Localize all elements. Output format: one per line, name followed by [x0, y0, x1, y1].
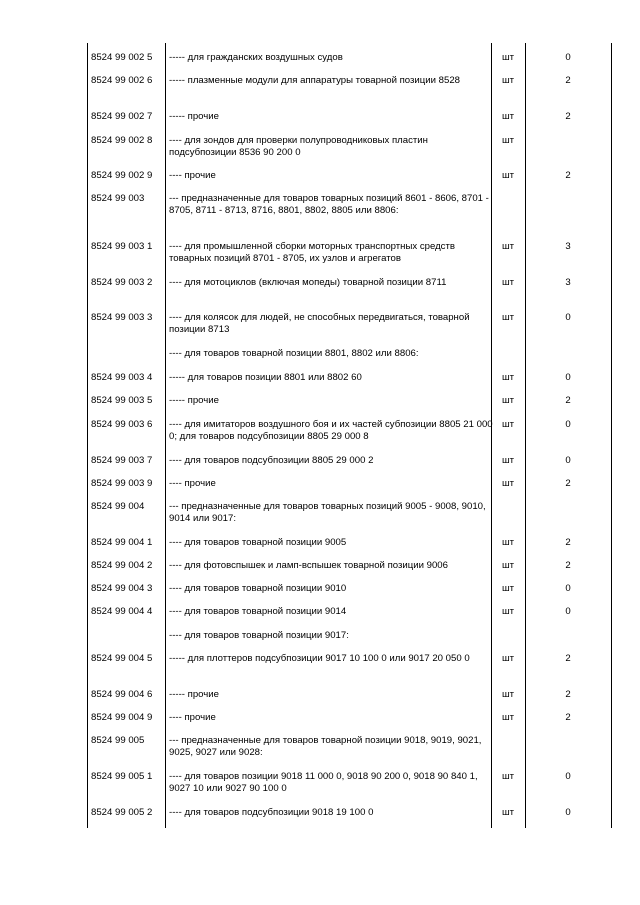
tariff-code: 8524 99 002 9: [91, 170, 153, 181]
quantity: 0: [565, 583, 571, 594]
quantity: 2: [565, 537, 571, 548]
item-description: ---- для товаров товарной позиции 9010: [169, 583, 347, 594]
quantity: 2: [565, 111, 571, 122]
quantity: 0: [565, 312, 571, 323]
item-description: ---- прочие: [169, 170, 216, 181]
unit: шт: [501, 771, 515, 782]
item-description: ----- плазменные модули для аппаратуры товарной позиции 8528: [169, 75, 461, 86]
item-description: ----- для гражданских воздушных судов: [169, 52, 343, 63]
quantity: 2: [565, 712, 571, 723]
tariff-code: 8524 99 005: [91, 735, 145, 746]
item-description: --- предназначенные для товаров товарных позиций 9005 - 9008, 9010, 9014 или 9017:: [169, 501, 486, 524]
item-description: ---- для мотоциклов (включая мопеды) товарной позиции 8711: [169, 277, 447, 288]
item-description: ----- прочие: [169, 395, 219, 406]
column-divider-code: [165, 43, 166, 828]
item-description: ---- для фотовспышек и ламп-вспышек товарной позиции 9006: [169, 560, 448, 571]
quantity: 0: [565, 455, 571, 466]
column-divider-unit: [525, 43, 526, 828]
unit: шт: [501, 455, 515, 466]
item-description: ----- прочие: [169, 111, 219, 122]
item-description: ----- для плоттеров подсубпозиции 9017 10 100 0 или 9017 20 050 0: [169, 653, 470, 664]
item-description: ---- для товаров подсубпозиции 8805 29 000 2: [169, 455, 374, 466]
quantity: 0: [565, 807, 571, 818]
item-description: --- предназначенные для товаров товарных позиций 8601 - 8606, 8701 - 8705, 8711 - 8713, 8716, 8801, 8802, 8805 или 8806:: [169, 193, 489, 216]
unit: шт: [501, 75, 515, 86]
unit: шт: [501, 712, 515, 723]
quantity: 0: [565, 52, 571, 63]
quantity: 2: [565, 395, 571, 406]
quantity: 2: [565, 75, 571, 86]
tariff-code: 8524 99 005 2: [91, 807, 153, 818]
tariff-code: 8524 99 004 5: [91, 653, 153, 664]
tariff-code: 8524 99 002 6: [91, 75, 153, 86]
tariff-code: 8524 99 002 7: [91, 111, 153, 122]
unit: шт: [501, 52, 515, 63]
unit: шт: [501, 241, 515, 252]
tariff-code: 8524 99 004 2: [91, 560, 153, 571]
item-description: ----- прочие: [169, 689, 219, 700]
unit: шт: [501, 395, 515, 406]
unit: шт: [501, 135, 515, 146]
item-description: ---- для колясок для людей, не способных передвигаться, товарной позиции 8713: [169, 312, 470, 335]
quantity: 0: [565, 372, 571, 383]
item-description: ---- для товаров товарной позиции 8801, 8802 или 8806:: [169, 348, 419, 359]
unit: шт: [501, 277, 515, 288]
table-border-right: [611, 43, 612, 828]
unit: шт: [501, 372, 515, 383]
quantity: 2: [565, 478, 571, 489]
tariff-code: 8524 99 004 6: [91, 689, 153, 700]
quantity: 0: [565, 419, 571, 430]
item-description: ---- для товаров товарной позиции 9005: [169, 537, 347, 548]
item-description: ---- для зондов для проверки полупроводниковых пластин подсубпозиции 8536 90 200 0: [169, 135, 428, 158]
quantity: 0: [565, 606, 571, 617]
unit: шт: [501, 537, 515, 548]
item-description: ---- для товаров позиции 9018 11 000 0, 9018 90 200 0, 9018 90 840 1, 9027 10 или 9027 90 100 0: [169, 771, 478, 794]
item-description: ---- прочие: [169, 478, 216, 489]
item-description: ---- для товаров подсубпозиции 9018 19 100 0: [169, 807, 374, 818]
tariff-code: 8524 99 004 1: [91, 537, 153, 548]
quantity: 2: [565, 170, 571, 181]
quantity: 0: [565, 771, 571, 782]
tariff-code: 8524 99 003 6: [91, 419, 153, 430]
tariff-code: 8524 99 004 3: [91, 583, 153, 594]
unit: шт: [501, 583, 515, 594]
tariff-code: 8524 99 004: [91, 501, 145, 512]
unit: шт: [501, 111, 515, 122]
unit: шт: [501, 807, 515, 818]
unit: шт: [501, 689, 515, 700]
unit: шт: [501, 478, 515, 489]
tariff-code: 8524 99 003 4: [91, 372, 153, 383]
tariff-code: 8524 99 003 7: [91, 455, 153, 466]
tariff-code: 8524 99 003 5: [91, 395, 153, 406]
tariff-code: 8524 99 005 1: [91, 771, 153, 782]
tariff-code: 8524 99 003 9: [91, 478, 153, 489]
unit: шт: [501, 653, 515, 664]
item-description: ---- для товаров товарной позиции 9017:: [169, 630, 349, 641]
quantity: 3: [565, 277, 571, 288]
item-description: ---- для имитаторов воздушного боя и их частей субпозиции 8805 21 000 0; для товаров подсубпозиции 8805 29 000 8: [169, 419, 493, 442]
tariff-code: 8524 99 003 3: [91, 312, 153, 323]
unit: шт: [501, 312, 515, 323]
quantity: 2: [565, 689, 571, 700]
table-border-left: [87, 43, 88, 828]
unit: шт: [501, 170, 515, 181]
tariff-code: 8524 99 003: [91, 193, 145, 204]
tariff-code: 8524 99 004 9: [91, 712, 153, 723]
tariff-code: 8524 99 004 4: [91, 606, 153, 617]
item-description: --- предназначенные для товаров товарной позиции 9018, 9019, 9021, 9025, 9027 или 9028:: [169, 735, 482, 758]
quantity: 2: [565, 560, 571, 571]
item-description: ---- прочие: [169, 712, 216, 723]
unit: шт: [501, 419, 515, 430]
tariff-code: 8524 99 002 5: [91, 52, 153, 63]
unit: шт: [501, 560, 515, 571]
tariff-code: 8524 99 003 2: [91, 277, 153, 288]
item-description: ---- для промышленной сборки моторных транспортных средств товарных позиций 8701 - 8705, их узлов и агрегатов: [169, 241, 455, 264]
tariff-code: 8524 99 002 8: [91, 135, 153, 146]
quantity: 3: [565, 241, 571, 252]
item-description: ----- для товаров позиции 8801 или 8802 60: [169, 372, 362, 383]
unit: шт: [501, 606, 515, 617]
tariff-code: 8524 99 003 1: [91, 241, 153, 252]
item-description: ---- для товаров товарной позиции 9014: [169, 606, 347, 617]
quantity: 2: [565, 653, 571, 664]
